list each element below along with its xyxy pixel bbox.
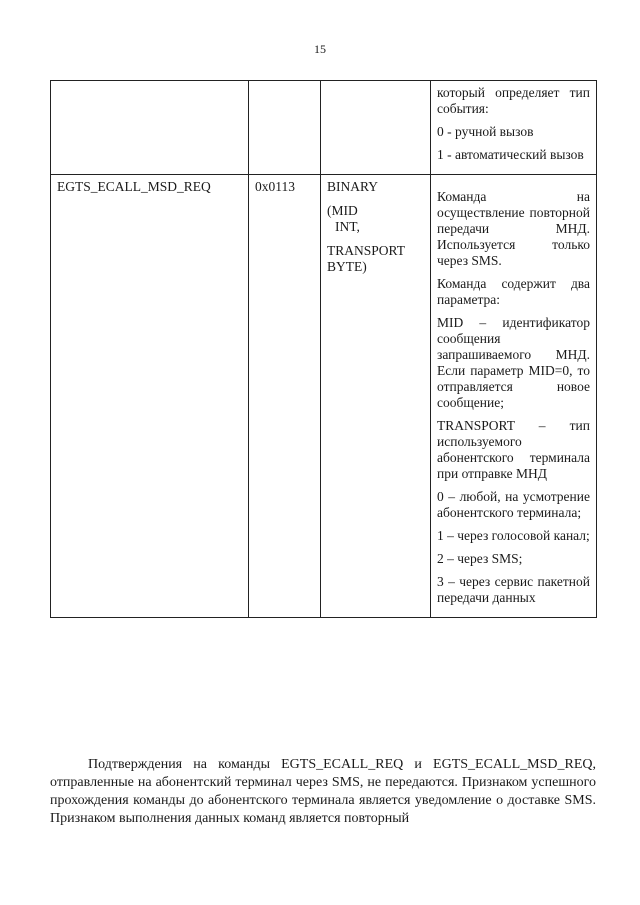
type-line: BYTE) — [327, 259, 367, 274]
description-paragraph: 1 – через голосовой канал; — [437, 528, 590, 543]
description-paragraph: 3 – через сервис пакетной передачи данных — [437, 574, 590, 605]
page-number: 15 — [314, 42, 326, 56]
table-row — [51, 175, 597, 618]
table-row — [51, 81, 597, 175]
description-paragraph: 0 - ручной вызов — [437, 124, 534, 139]
description-paragraph: 2 – через SMS; — [437, 551, 523, 566]
command-name-cell: EGTS_ECALL_MSD_REQ — [51, 175, 249, 618]
description-paragraph: 1 - автоматический вызов — [437, 147, 584, 162]
type-line: (MID — [327, 203, 358, 218]
description-paragraph: который определяет тип события: — [437, 85, 590, 116]
description-cell — [431, 175, 597, 618]
parameter-type-cell — [321, 175, 431, 618]
type-line: INT, — [335, 219, 360, 234]
description-paragraph: TRANSPORT – тип используемого абонентского терминала при отправке МНД — [437, 418, 590, 481]
description-cell — [431, 81, 597, 175]
type-line: BINARY — [327, 179, 379, 194]
description-paragraph: MID – идентификатор сообщения запрашиваемого МНД. Если параметр MID=0, то отправляется новое сообщение; — [437, 315, 590, 410]
body-paragraph: Подтверждения на команды EGTS_ECALL_REQ и EGTS_ECALL_MSD_REQ, отправленные на абонентский терминал через SMS, не передаются. Признаком успешного прохождения команды до абонентского терминала является уведомление о доставке SMS. Признаком выполнения данных команд является повторный — [50, 757, 596, 826]
description-paragraph: Команда содержит два параметра: — [437, 276, 590, 307]
parameter-type-cell — [321, 81, 431, 175]
description-paragraph: 0 – любой, на усмотрение абонентского терминала; — [437, 489, 590, 520]
command-name-cell — [51, 81, 249, 175]
command-code-cell: 0x0113 — [249, 175, 321, 618]
type-line: TRANSPORT — [327, 243, 405, 258]
description-paragraph: Команда на осуществление повторной передачи МНД. Используется только через SMS. — [437, 189, 590, 268]
command-code-cell — [249, 81, 321, 175]
command-table — [50, 80, 597, 618]
